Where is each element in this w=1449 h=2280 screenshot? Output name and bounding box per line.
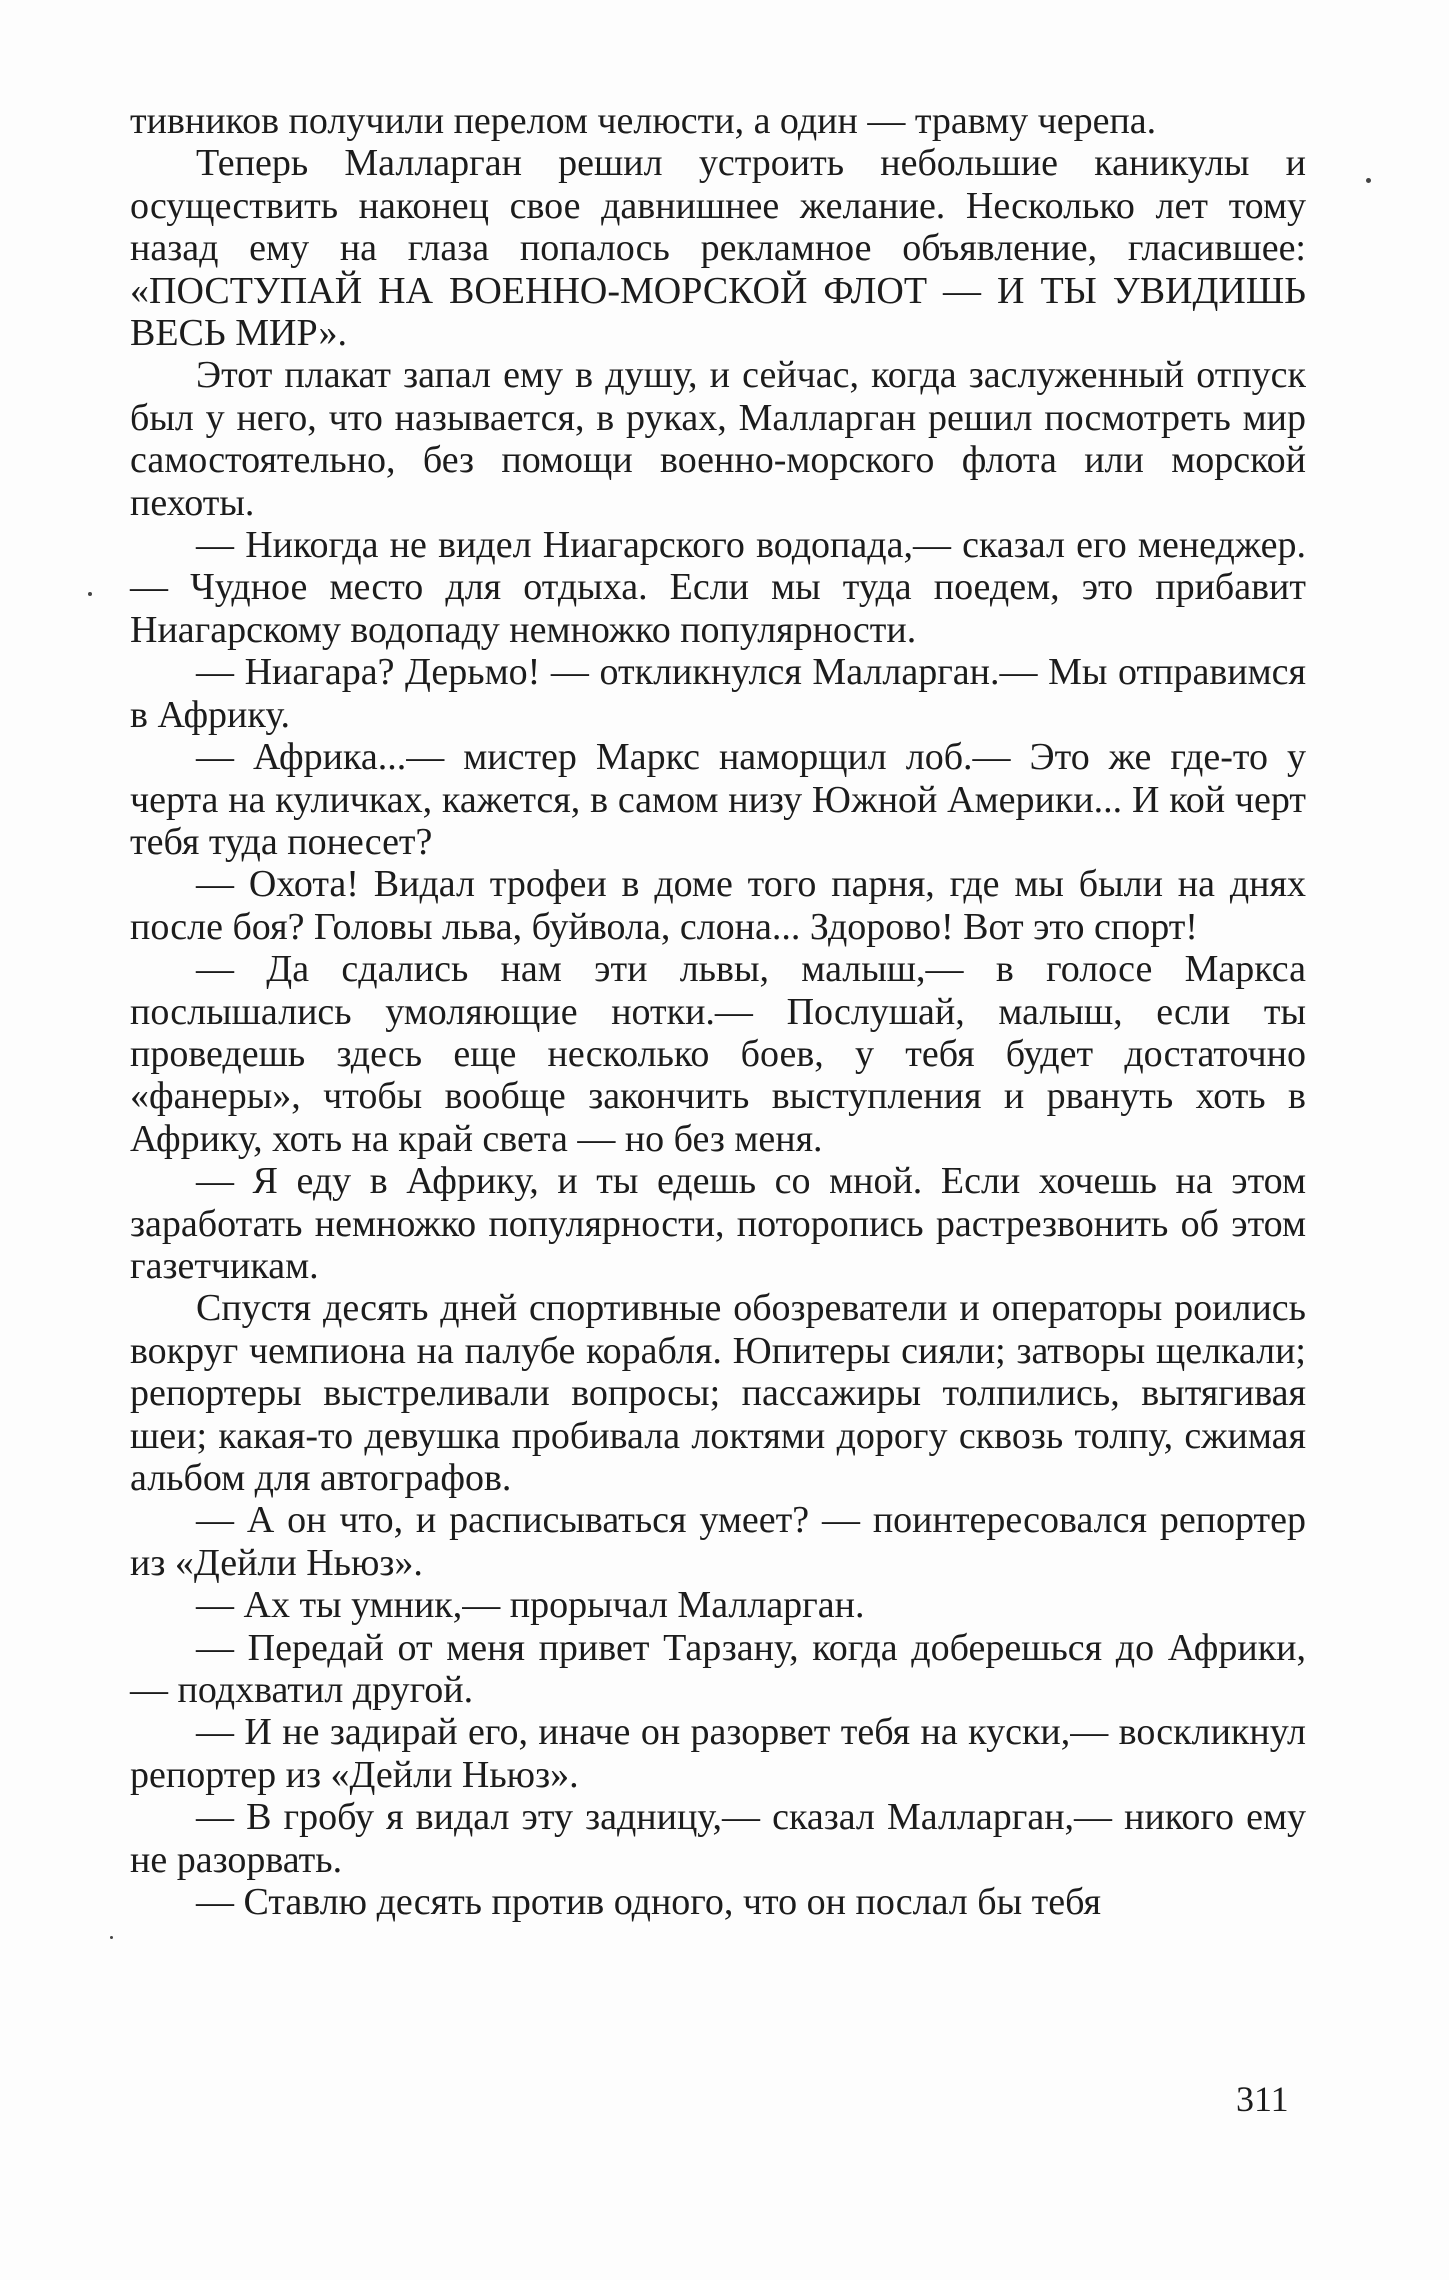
paragraph: Этот плакат запал ему в душу, и сейчас, когда заслуженный отпуск был у него, что называется, в руках, Малларган решил посмотреть мир самостоятельно, без помощи военно-морского флота или морской пехоты. xyxy=(130,354,1306,524)
paragraph: — Да сдались нам эти львы, малыш,— в голосе Маркса послышались умоляющие нотки.— Послушай, малыш, если ты проведешь здесь еще несколько боев, у тебя будет достаточно «фанеры», чтобы вообще закончить выступления и рвануть хоть в Африку, хоть на край света — но без меня. xyxy=(130,948,1306,1160)
paragraph: — И не задирай его, иначе он разорвет тебя на куски,— воскликнул репортер из «Дейли Ньюз». xyxy=(130,1711,1306,1796)
paragraph: — А он что, и расписываться умеет? — поинтересовался репортер из «Дейли Ньюз». xyxy=(130,1499,1306,1584)
paragraph: — Ниагара? Дерьмо! — откликнулся Малларган.— Мы отправимся в Африку. xyxy=(130,651,1306,736)
paragraph: Спустя десять дней спортивные обозреватели и операторы роились вокруг чемпиона на палубе корабля. Юпитеры сияли; затворы щелкали; репортеры выстреливали вопросы; пассажиры толпились, вытягивая шеи; какая-то девушка пробивала локтями дорогу сквозь толпу, сжимая альбом для автографов. xyxy=(130,1287,1306,1499)
paragraph: тивников получили перелом челюсти, а один — травму черепа. xyxy=(130,100,1157,142)
scan-speck xyxy=(88,592,92,596)
paragraph: — Передай от меня привет Тарзану, когда доберешься до Африки,— подхватил другой. xyxy=(130,1626,1306,1712)
paragraph: — Никогда не видел Ниагарского водопада,— сказал его менеджер.— Чудное место для отдыха. Если мы туда поедем, это прибавит Ниагарскому водопаду немножко популярности. xyxy=(130,524,1306,651)
scan-speck xyxy=(1366,178,1371,183)
paragraph: — В гробу я видал эту задницу,— сказал Малларган,— никого ему не разорвать. xyxy=(130,1796,1306,1881)
paragraph: — Ах ты умник,— прорычал Малларган. xyxy=(196,1584,865,1627)
page-number: 311 xyxy=(1236,2079,1289,2119)
paragraph: — Ставлю десять против одного, что он послал бы тебя xyxy=(196,1881,1101,1924)
paragraph: — Африка...— мистер Маркс наморщил лоб.— Это же где-то у черта на куличках, кажется, в самом низу Южной Америки... И кой черт тебя туда понесет? xyxy=(130,736,1306,863)
paragraph: Теперь Малларган решил устроить небольшие каникулы и осуществить наконец свое давнишнее желание. Несколько лет тому назад ему на глаза попалось рекламное объявление, гласившее: «ПОСТУПАЙ НА ВОЕННО-МОРСКОЙ ФЛОТ — И ТЫ УВИДИШЬ ВЕСЬ МИР». xyxy=(130,142,1306,355)
paragraph: — Охота! Видал трофеи в доме того парня, где мы были на днях после боя? Головы льва, буйвола, слона... Здорово! Вот это спорт! xyxy=(130,863,1306,948)
scan-speck xyxy=(110,1936,113,1939)
body-text xyxy=(130,100,1306,1923)
paragraph: — Я еду в Африку, и ты едешь со мной. Если хочешь на этом заработать немножко популярности, поторопись растрезвонить об этом газетчикам. xyxy=(130,1160,1306,1287)
